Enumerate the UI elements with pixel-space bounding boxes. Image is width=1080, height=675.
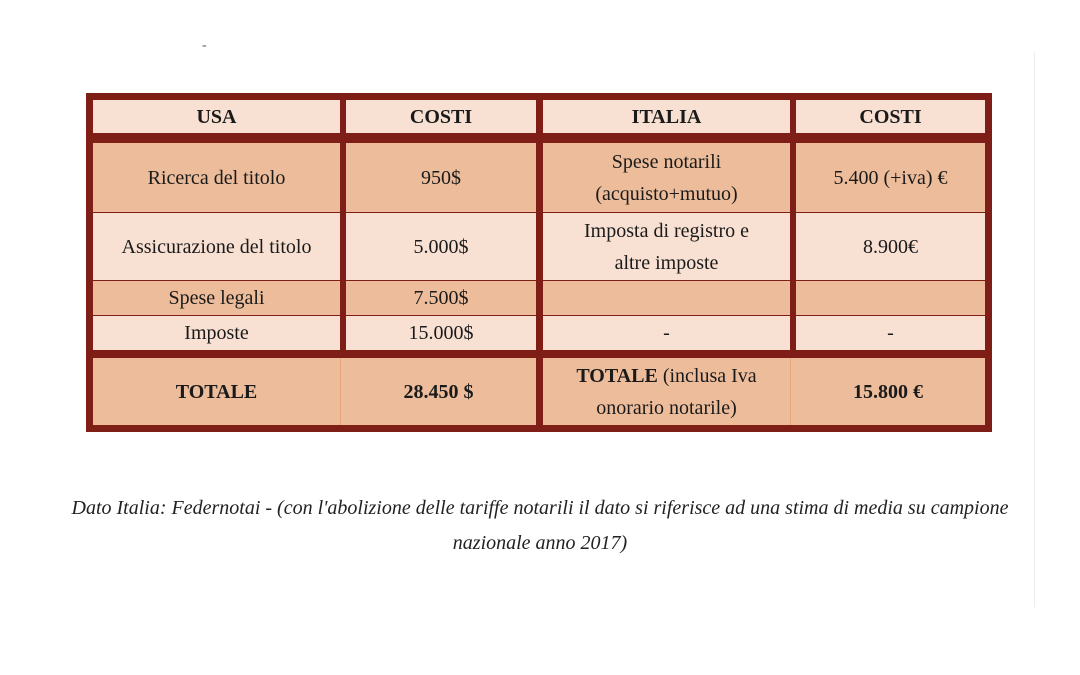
usa-cost-taxes: 15.000$ (346, 316, 536, 350)
usa-total-label: TOTALE (93, 358, 340, 425)
totals-inner-divider (340, 358, 341, 425)
italy-total-label-rest: (inclusa Iva onorario notarile) (596, 365, 757, 419)
italy-total-label-bold: TOTALE (576, 365, 658, 387)
stray-dash-mark: - (202, 38, 207, 53)
totals-inner-divider (790, 358, 791, 425)
header-italy: ITALIA (543, 100, 790, 133)
italy-item-registration-tax: Imposta di registro e altre imposte (543, 213, 790, 280)
italy-item-empty (543, 281, 790, 315)
italy-total-label (543, 358, 790, 425)
italy-cost-registration-tax: 8.900€ (796, 213, 985, 280)
usa-item-title-insurance: Assicurazione del titolo (93, 213, 340, 280)
usa-cost-title-insurance: 5.000$ (346, 213, 536, 280)
source-caption: Dato Italia: Federnotai - (con l'abolizione delle tariffe notarili il dato si riferisce ad una stima di media su campione nazionale anno 2017) (71, 497, 1009, 554)
italy-cost-notary-fees: 5.400 (+iva) € (796, 143, 985, 212)
usa-cost-title-search: 950$ (346, 143, 536, 212)
usa-item-title-search: Ricerca del titolo (93, 143, 340, 212)
usa-item-taxes: Imposte (93, 316, 340, 350)
page-edge-line (1034, 52, 1035, 607)
header-italy-costs: COSTI (796, 100, 985, 133)
usa-item-legal-fees: Spese legali (93, 281, 340, 315)
italy-item-dash: - (543, 316, 790, 350)
cost-comparison-table (86, 93, 992, 432)
header-usa-costs: COSTI (346, 100, 536, 133)
usa-cost-legal-fees: 7.500$ (346, 281, 536, 315)
header-usa: USA (93, 100, 340, 133)
italy-total-value: 15.800 € (791, 358, 985, 425)
italy-cost-empty (796, 281, 985, 315)
italy-item-notary-fees: Spese notarili (acquisto+mutuo) (543, 143, 790, 212)
italy-cost-dash: - (796, 316, 985, 350)
usa-total-value: 28.450 $ (341, 358, 536, 425)
